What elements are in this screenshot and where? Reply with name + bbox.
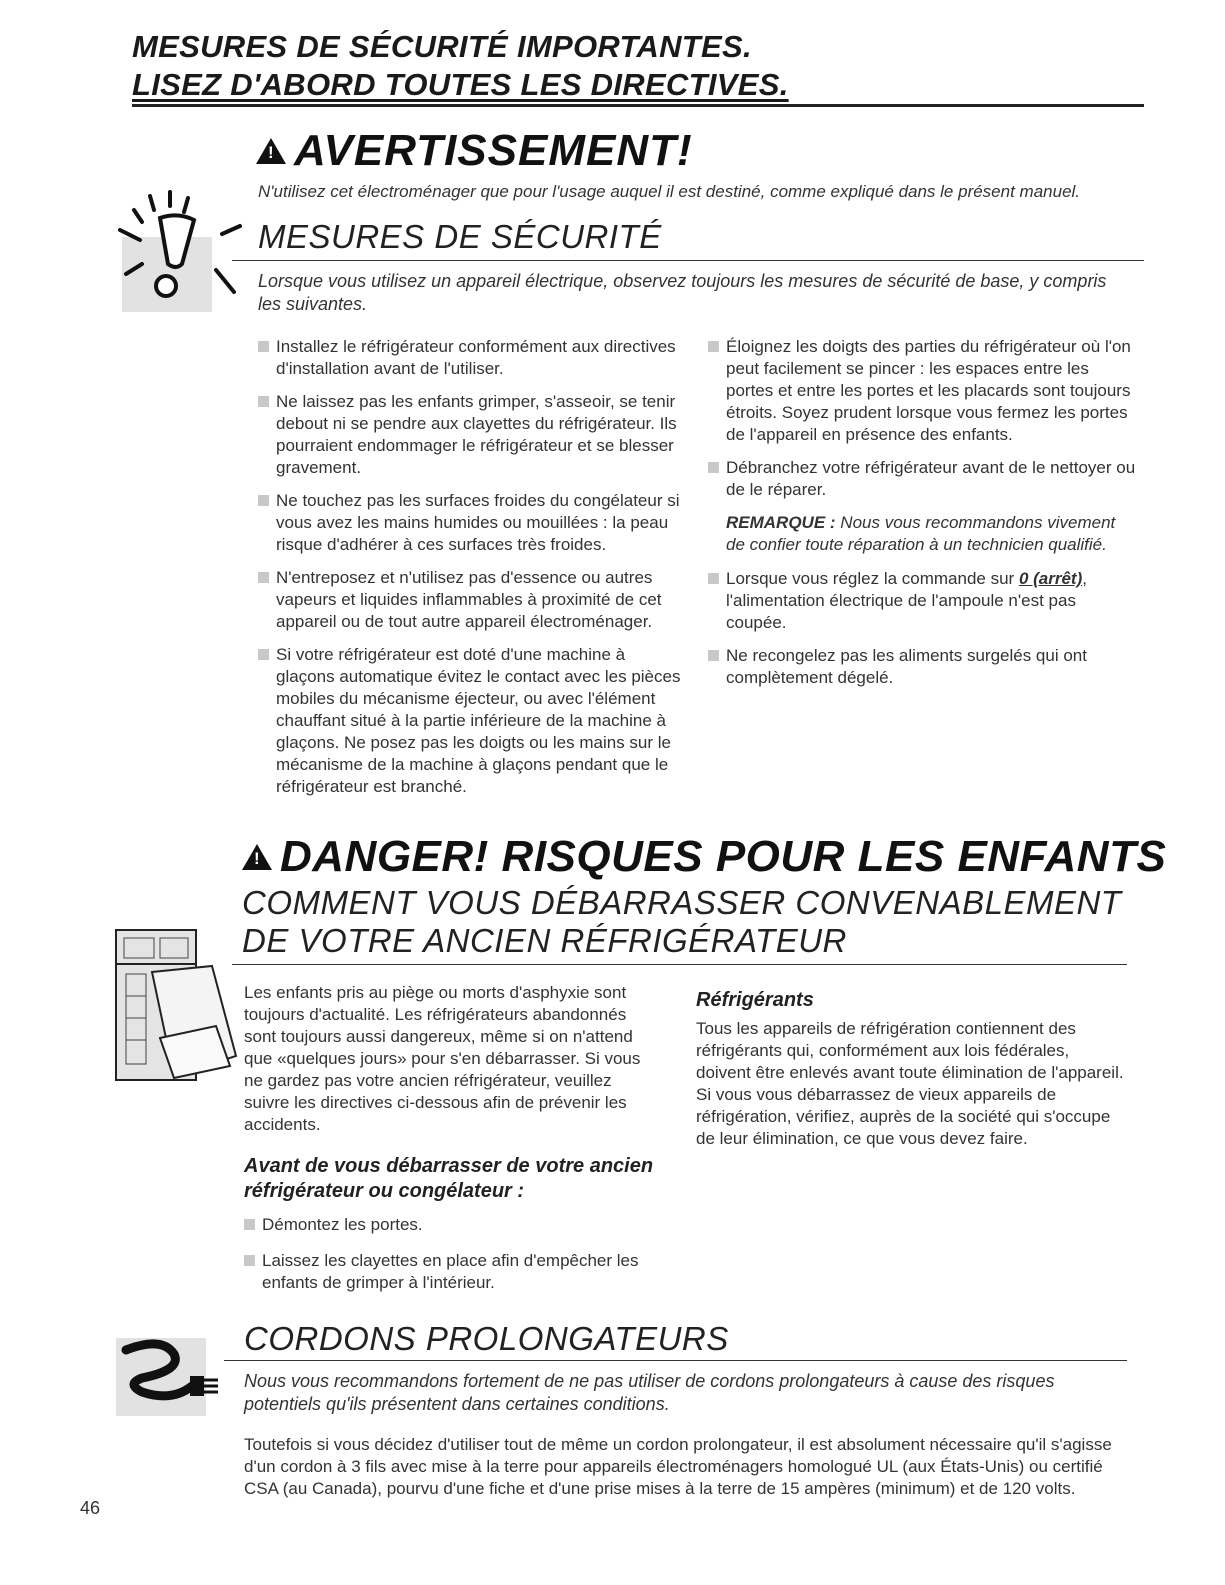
list-item <box>708 568 1138 634</box>
power-cord-icon <box>112 1330 224 1420</box>
bullet-text: Lorsque vous réglez la commande sur <box>726 569 1015 588</box>
list-item: Éloignez les doigts des parties du réfrigérateur où l'on peut facilement se pincer : les espaces entre les portes et entre les portes et les placards sont toujours étroits. Soyez prudent lorsque vous fermez les portes de l'appareil en présence des enfants. <box>708 336 1138 446</box>
list-item: Laissez les clayettes en place afin d'empêcher les enfants de grimper à l'intérieur. <box>244 1250 644 1294</box>
list-item: Débranchez votre réfrigérateur avant de le nettoyer ou de le réparer. <box>708 457 1138 501</box>
list-item: Démontez les portes. <box>244 1214 644 1236</box>
header-rule <box>132 104 1144 107</box>
refrigerants-text: Tous les appareils de réfrigération contiennent des réfrigérants qui, conformément aux lois fédérales, doivent être enlevés avant toute élimination de l'appareil. Si vous vous débarrassez de vieux appareils de réfrigération, vérifiez, auprès de la société qui s'occupe de leur élimination, ce que vous devez faire. <box>696 1019 1124 1148</box>
safety-lead: Lorsque vous utilisez un appareil électrique, observez toujours les mesures de sécurité de base, y compris les suivantes. <box>258 271 1107 314</box>
before-disposal-list <box>244 1214 644 1305</box>
header-line-2: LISEZ D'ABORD TOUTES LES DIRECTIVES. <box>132 67 789 102</box>
bullet-text: , l'alimentation électrique de l'ampoule n'est pas coupée. <box>726 569 1087 632</box>
note-label: REMARQUE : <box>726 513 836 532</box>
cords-body: Toutefois si vous décidez d'utiliser tout de même un cordon prolongateur, il est absolument nécessaire qu'il s'agisse d'un cordon à 3 fils avec mise à la terre pour appareils électroménagers homologué UL (aux États-Unis) ou certifié CSA (au Canada), pourvu d'une fiche et d'une prise mises à la terre de 15 ampères (minimum) et de 120 volts. <box>244 1435 1112 1498</box>
page-number: 46 <box>80 1498 101 1518</box>
safety-exclamation-icon <box>112 182 252 312</box>
note-text: Nous vous recommandons vivement de confier toute réparation à un technicien qualifié. <box>726 513 1116 554</box>
list-item: Ne laissez pas les enfants grimper, s'asseoir, se tenir debout ni se pendre aux clayettes du réfrigérateur. Ils pourraient endommager le réfrigérateur et se blesser gravement. <box>258 391 683 479</box>
warning-subtitle: N'utilisez cet électroménager que pour l'usage auquel il est destiné, comme expliqué dans le présent manuel. <box>258 182 1081 201</box>
refrigerants-title: Réfrigérants <box>696 989 814 1011</box>
warning-title: AVERTISSEMENT! <box>294 126 693 175</box>
list-item: Ne recongelez pas les aliments surgelés qui ont complètement dégelé. <box>708 645 1138 689</box>
header-line-1: MESURES DE SÉCURITÉ IMPORTANTES. <box>132 29 752 64</box>
list-item: Installez le réfrigérateur conformément aux directives d'installation avant de l'utiliser. <box>258 336 683 380</box>
danger-subtitle-2: DE VOTRE ANCIEN RÉFRIGÉRATEUR <box>242 922 847 959</box>
list-item: Ne touchez pas les surfaces froides du congélateur si vous avez les mains humides ou mouillées : la peau risque d'adhérer à ces surfaces très froides. <box>258 490 683 556</box>
cords-lead: Nous vous recommandons fortement de ne pas utiliser de cordons prolongateurs à cause des risques potentiels qu'ils présentent dans certaines conditions. <box>244 1371 1055 1414</box>
list-item: N'entreposez et n'utilisez pas d'essence ou autres vapeurs et liquides inflammables à proximité de cet appareil ou de tout autre appareil électroménager. <box>258 567 683 633</box>
off-setting: 0 (arrêt) <box>1018 569 1083 588</box>
danger-subtitle-1: COMMENT VOUS DÉBARRASSER CONVENABLEMENT <box>242 884 1122 921</box>
danger-intro: Les enfants pris au piège ou morts d'asphyxie sont toujours d'actualité. Les réfrigérateurs abandonnés sont toujours aussi dangereux, même si on n'attend que «quelques jours» pour s'en débarrasser. Si vous ne gardez pas votre ancien réfrigérateur, veuillez suivre les directives ci-dessous afin de prévenir les accidents. <box>244 983 641 1134</box>
warning-heading <box>256 126 693 176</box>
danger-title: DANGER! RISQUES POUR LES ENFANTS <box>280 832 1167 881</box>
cords-rule <box>224 1360 1127 1361</box>
before-disposal-title: Avant de vous débarrasser de votre ancien réfrigérateur ou congélateur : <box>244 1155 654 1202</box>
safety-rule <box>232 260 1144 261</box>
danger-triangle-icon <box>242 844 272 870</box>
danger-rule <box>232 964 1127 965</box>
danger-heading <box>242 832 1166 882</box>
safety-title: MESURES DE SÉCURITÉ <box>258 218 662 255</box>
list-item: Si votre réfrigérateur est doté d'une machine à glaçons automatique évitez le contact avec les pièces mobiles du mécanisme éjecteur, ou avec l'élément chauffant situé à la partie inférieure de la machine à glaçons. Ne posez pas les doigts ou les mains sur le mécanisme de la machine à glaçons pendant que le réfrigérateur est branché. <box>258 644 683 798</box>
note <box>726 512 1138 556</box>
warning-triangle-icon <box>256 138 286 164</box>
safety-left-list <box>258 336 683 809</box>
safety-right-column <box>708 336 1138 700</box>
refrigerator-icon <box>112 926 240 1091</box>
cords-title: CORDONS PROLONGATEURS <box>244 1320 729 1357</box>
